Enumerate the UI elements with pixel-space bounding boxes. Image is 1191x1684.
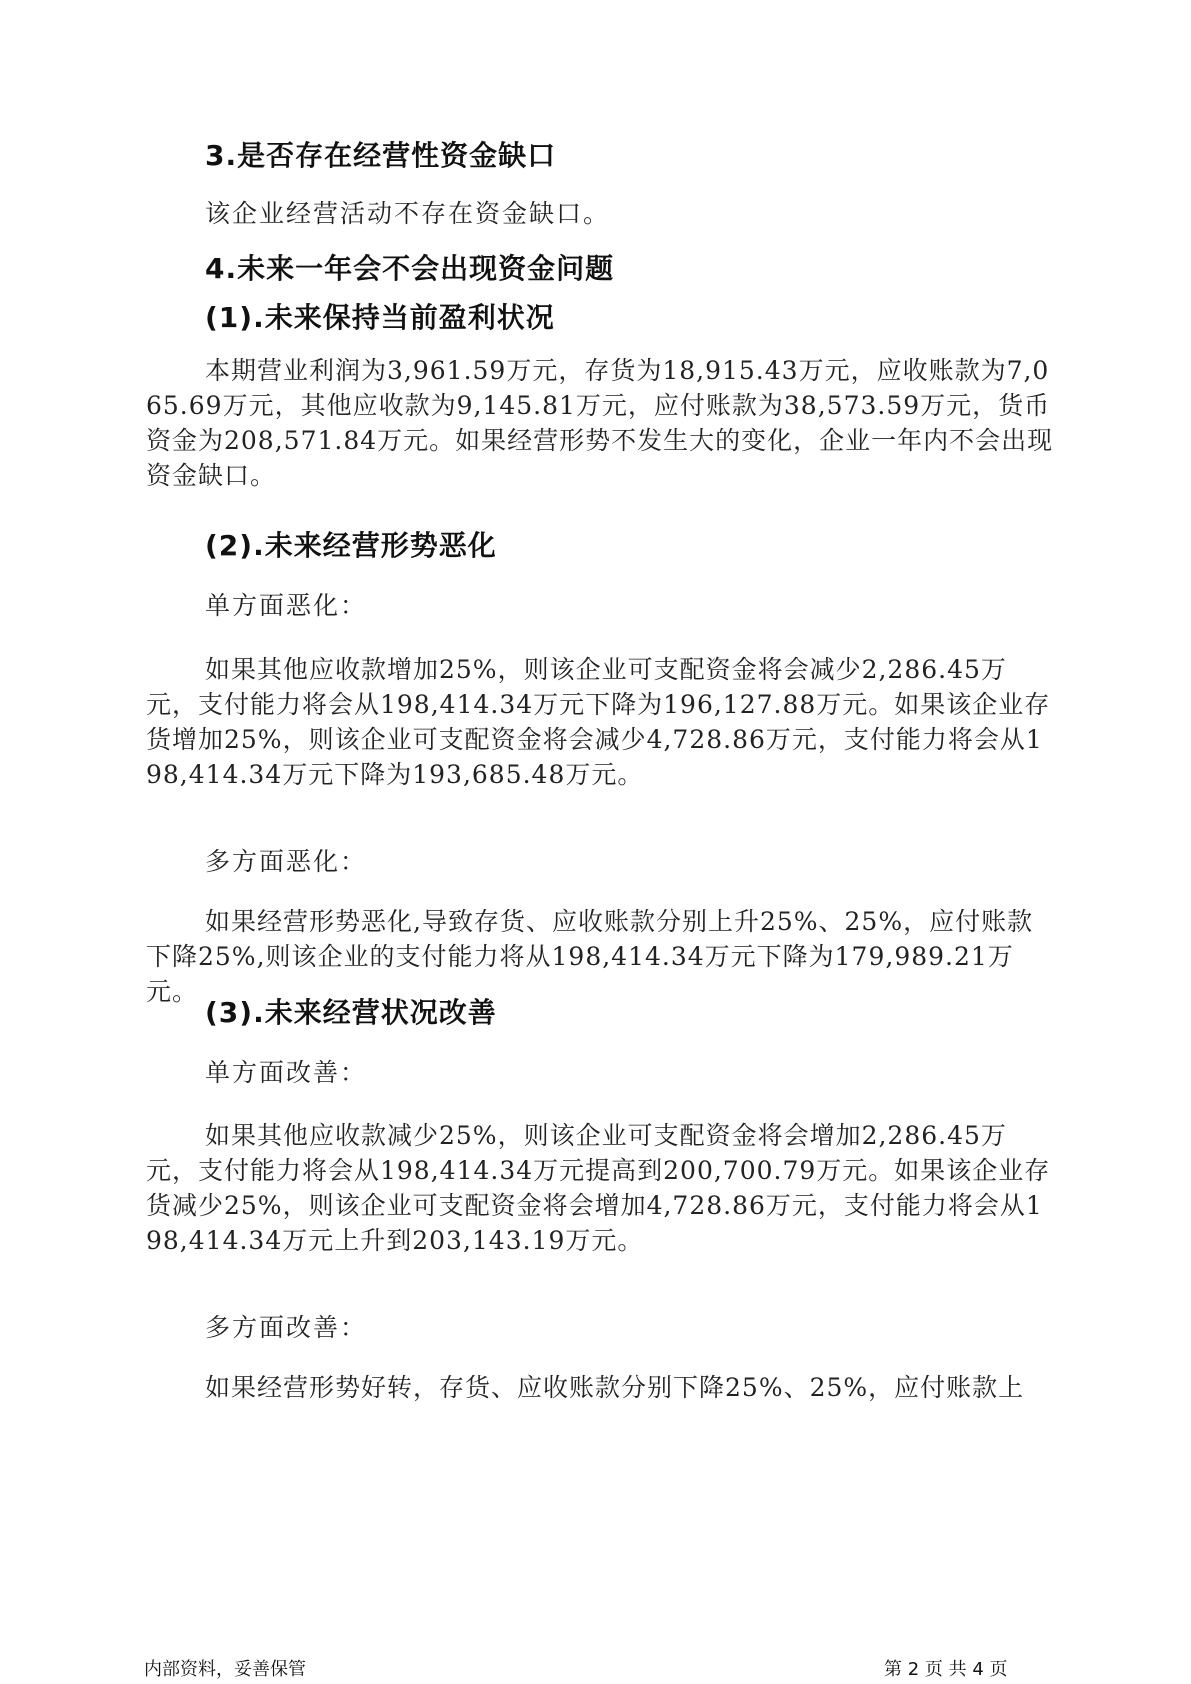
paragraph-current-profit: 本期营业利润为3,961.59万元，存货为18,915.43万元，应收账款为7,065.69万元，其他应收款为9,145.81万元，应付账款为38,573.59万元，货币资金为208,571.84万元。如果经营形势不发生大的变化，企业一年内不会出现资金缺口。 — [146, 356, 1054, 490]
label-single-improvement: 单方面改善： — [205, 1058, 368, 1087]
paragraph-multi-improvement: 如果经营形势好转，存货、应收账款分别下降25%、25%，应付账款上 — [205, 1373, 1025, 1402]
label-multi-improvement: 多方面改善： — [205, 1313, 368, 1342]
paragraph-single-improvement: 如果其他应收款减少25%，则该企业可支配资金将会增加2,286.45万元，支付能力将会从198,414.34万元提高到200,700.79万元。如果该企业存货减少25%，则该企业可支配资金将会增加4,728.86万元，支付能力将会从198,414.34万元上升到203,143.19万元。 — [146, 1121, 1051, 1255]
paragraph-no-funding-gap: 该企业经营活动不存在资金缺口。 — [205, 199, 611, 228]
subsection-heading-1: (1).未来保持当前盈利状况 — [205, 301, 555, 334]
label-multi-worsening: 多方面恶化： — [205, 847, 368, 876]
paragraph-multi-worsening: 如果经营形势恶化,导致存货、应收账款分别上升25%、25%，应付账款下降25%,则该企业的支付能力将从198,414.34万元下降为179,989.21万元。 — [146, 907, 1034, 1006]
label-single-worsening: 单方面恶化： — [205, 591, 368, 620]
subsection-heading-3: (3).未来经营状况改善 — [205, 996, 497, 1029]
footer-confidential-note: 内部资料，妥善保管 — [144, 1659, 306, 1680]
section-heading-4: 4.未来一年会不会出现资金问题 — [205, 252, 615, 285]
subsection-heading-2: (2).未来经营形势恶化 — [205, 529, 497, 562]
footer-page-number: 第 2 页 共 4 页 — [884, 1659, 1008, 1680]
paragraph-single-worsening: 如果其他应收款增加25%，则该企业可支配资金将会减少2,286.45万元，支付能力将会从198,414.34万元下降为196,127.88万元。如果该企业存货增加25%，则该企业可支配资金将会减少4,728.86万元，支付能力将会从198,414.34万元下降为193,685.48万元。 — [146, 655, 1051, 789]
section-heading-3: 3.是否存在经营性资金缺口 — [205, 139, 557, 172]
